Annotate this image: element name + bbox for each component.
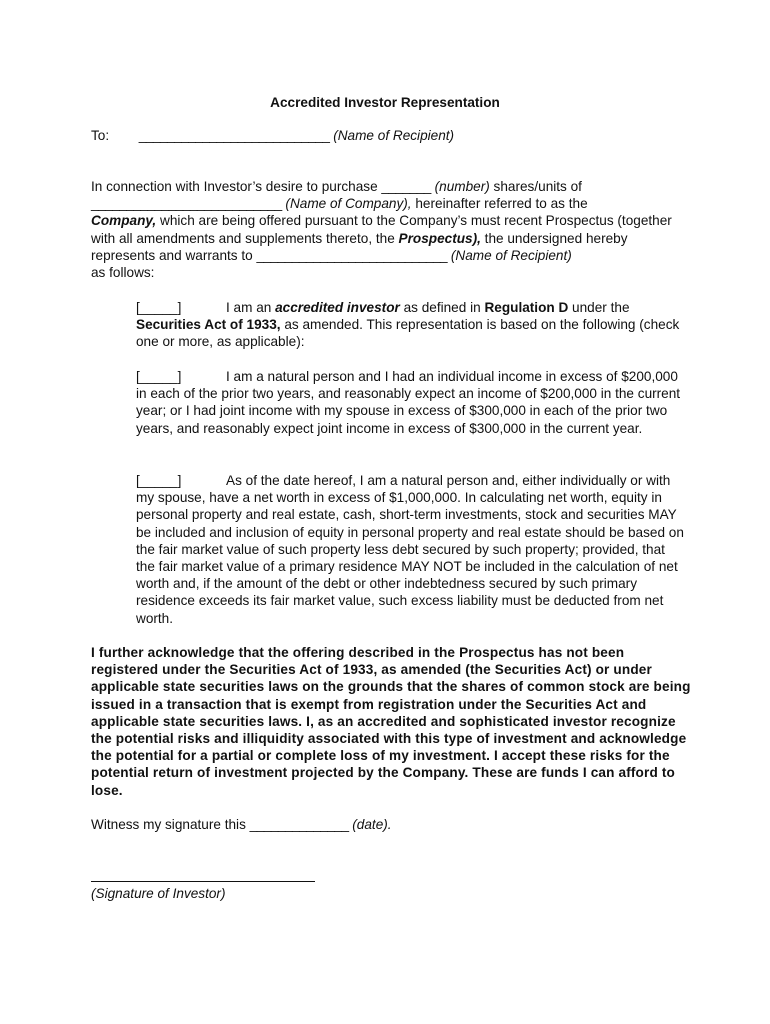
intro-text-5: the undersigned hereby represents and warrants to [91,230,628,263]
regulation-d-term: Regulation D [484,300,569,315]
witness-line [91,816,392,833]
option-text: as defined in [399,300,485,315]
signature-line[interactable] [91,881,315,882]
signature-label [91,885,226,902]
intro-text-6: as follows: [91,265,155,281]
witness-text: Witness my signature this [91,817,250,832]
number-label: (number) [434,179,490,194]
option-accredited-investor [136,299,684,351]
company-blank[interactable]: ___________________________ [91,196,282,212]
intro-paragraph [91,178,681,281]
checkbox-blank[interactable]: [_____] [136,473,182,488]
date-label: (date). [352,817,392,832]
recipient-placeholder: (Name of Recipient) [333,128,455,143]
option-text: under the [568,300,630,315]
acknowledgement-paragraph: I further acknowledge that the offering described in the Prospectus has not been registered under the Securities Act of 1933, as amended (the Securities Act) or under applicable state securities laws on the grounds that the shares of common stock are being issued in a transaction that is exempt from registration under the Securities Act and applicable state securities laws. I, as an accredited and sophisticated investor recognize the potential risks and illiquidity associated with this type of investment and acknowledge the potential for a partial or complete loss of my investment. I accept these risks for the potential return of investment projected by the Company. These are funds I can afford to lose. [91,645,691,798]
intro-text-3: hereinafter referred to as the [411,196,588,212]
checkbox-blank[interactable]: [_____] [136,369,182,384]
company-term: Company, [91,213,157,229]
date-blank[interactable]: ______________ [249,817,349,832]
number-blank[interactable]: _______ [381,179,431,194]
intro-text-4: which are being offered pursuant to the Company’s must recent Prospectus (together with all amendments and supplements thereto, the [91,213,672,246]
securities-act-term: Securities Act of 1933, [136,317,281,333]
prospectus-term: Prospectus), [398,230,481,246]
option-net-worth [136,472,684,627]
document-title: Accredited Investor Representation [270,95,500,110]
company-label: (Name of Company), [285,196,412,212]
option-text: I am a natural person and I had an individual income in excess of $200,000 in each of the prior two years, and reasonably expect an income of $200,000 in the current year; or I had joint income with my spouse in excess of $300,000 in each of the prior two years, and reasonably expect joint income in excess of $300,000 in the current year. [136,369,681,436]
intro-text-1: In connection with Investor’s desire to purchase [91,179,382,194]
to-line [91,127,454,144]
to-label: To: [91,128,110,143]
checkbox-blank[interactable]: [_____] [136,300,182,315]
option-text: I am an [226,300,276,315]
recipient-blank[interactable]: ___________________________ [138,128,330,143]
intro-text-2: shares/units of [489,179,582,194]
signature-label-text: (Signature of Investor) [91,886,226,901]
accredited-investor-term: accredited investor [275,300,400,315]
option-text: As of the date hereof, I am a natural person and, either individually or with my spouse, have a net worth in excess of $1,000,000. In calculating net worth, equity in personal property and real estate, cash, short-term investments, stock and securities MAY be included and inclusion of equity in personal property and real estate should be based on the fair market value of such property less debt secured by such property; provided, that the fair market value of a primary residence MAY NOT be included in the calculation of net worth and, if the amount of the debt or other indebtedness secured by such primary residence exceeds its fair market value, such excess liability must be deducted from net worth. [136,473,684,626]
recipient-label: (Name of Recipient) [450,247,572,263]
option-income [136,368,684,437]
recipient-blank-2[interactable]: ___________________________ [256,247,448,263]
option-text: as amended. This representation is based on the following (check one or more, as applicable): [136,317,680,350]
